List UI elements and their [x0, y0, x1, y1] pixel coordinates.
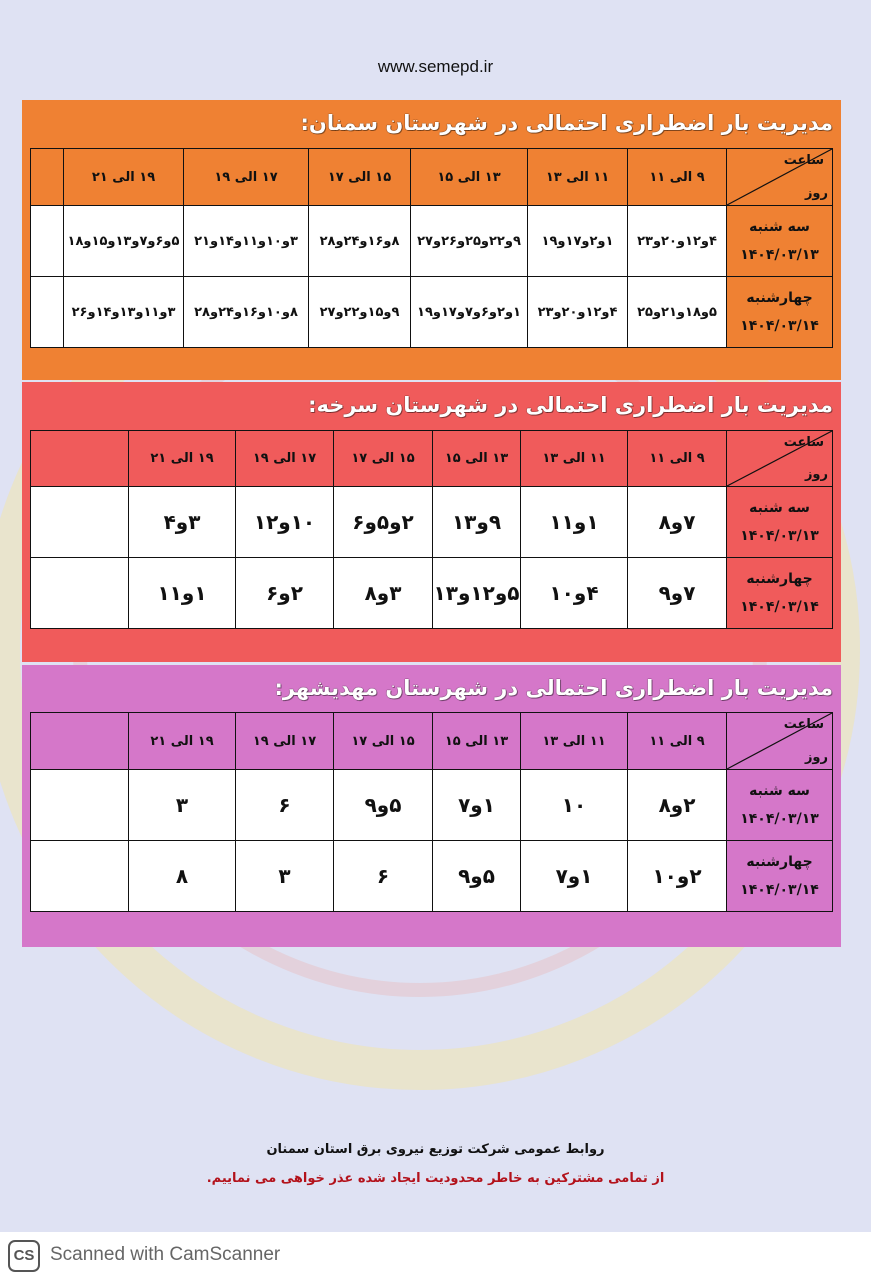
camscanner-label: Scanned with CamScanner: [50, 1244, 281, 1265]
day-cell: [727, 206, 833, 277]
time-slot-header: ۱۳ الی ۱۵: [433, 713, 521, 770]
empty-cell: [31, 841, 129, 912]
time-slot-header: ۱۱ الی ۱۳: [528, 149, 628, 206]
empty-header-cell: [31, 149, 64, 206]
time-slot-header: ۱۹ الی ۲۱: [129, 431, 236, 487]
time-slot-header: ۱۷ الی ۱۹: [236, 431, 334, 487]
semnan-section: [22, 100, 841, 380]
footer-organization: روابط عمومی شرکت توزیع نیروی برق استان سمنان: [266, 1142, 605, 1157]
empty-header-cell: [31, 431, 129, 487]
day-cell: [727, 277, 833, 348]
day-cell: [727, 841, 833, 912]
feeder-list-cell: ۲و۱۰: [628, 841, 727, 912]
camscanner-logo-icon: CS: [8, 1240, 40, 1272]
mahdishahr-title: مدیریت بار اضطراری احتمالی در شهرستان مهدیشهر:: [274, 676, 833, 700]
time-slot-header: ۱۳ الی ۱۵: [433, 431, 521, 487]
hour-label: ساعت: [783, 717, 824, 732]
feeder-list-cell: ۴و۱۲و۲۰و۲۳: [528, 277, 628, 348]
time-slot-header: ۱۷ الی ۱۹: [184, 149, 309, 206]
corner-header-cell: [727, 431, 833, 487]
feeder-list-cell: ۳و۱۱و۱۳و۱۴و۲۶: [64, 277, 184, 348]
empty-cell: [31, 770, 129, 841]
feeder-list-cell: ۱و۱۱: [521, 487, 628, 558]
feeder-list-cell: ۱و۲و۱۷و۱۹: [528, 206, 628, 277]
day-name: چهارشنبه: [746, 290, 813, 306]
empty-cell: [31, 558, 129, 629]
feeder-list-cell: ۱۰: [521, 770, 628, 841]
mahdishahr-section: [22, 665, 841, 947]
feeder-list-cell: ۱و۱۱: [129, 558, 236, 629]
feeder-list-cell: ۹و۱۵و۲۲و۲۷: [309, 277, 411, 348]
feeder-list-cell: ۳و۴: [129, 487, 236, 558]
sorkheh-section: [22, 382, 841, 662]
time-slot-header: ۱۵ الی ۱۷: [334, 431, 433, 487]
day-name: سه شنبه: [749, 219, 810, 235]
feeder-list-cell: ۵و۶و۷و۱۳و۱۵و۱۸: [64, 206, 184, 277]
time-slot-header: ۱۱ الی ۱۳: [521, 431, 628, 487]
semnan-title: مدیریت بار اضطراری احتمالی در شهرستان سمنان:: [300, 111, 833, 135]
feeder-list-cell: ۸: [129, 841, 236, 912]
time-slot-header: ۹ الی ۱۱: [628, 431, 727, 487]
time-slot-header: ۱۹ الی ۲۱: [64, 149, 184, 206]
feeder-list-cell: ۴و۱۲و۲۰و۲۳: [628, 206, 727, 277]
feeder-list-cell: ۸و۱۶و۲۴و۲۸: [309, 206, 411, 277]
day-date: ۱۴۰۴/۰۳/۱۳: [740, 811, 819, 827]
empty-header-cell: [31, 713, 129, 770]
feeder-list-cell: ۲و۵و۶: [334, 487, 433, 558]
time-slot-header: ۱۹ الی ۲۱: [129, 713, 236, 770]
feeder-list-cell: ۳: [236, 841, 334, 912]
feeder-list-cell: ۱و۷: [521, 841, 628, 912]
day-date: ۱۴۰۴/۰۳/۱۴: [740, 318, 819, 334]
feeder-list-cell: ۳: [129, 770, 236, 841]
semnan-schedule-table: [30, 148, 833, 348]
feeder-list-cell: ۸و۱۰و۱۶و۲۴و۲۸: [184, 277, 309, 348]
feeder-list-cell: ۶: [236, 770, 334, 841]
sorkheh-schedule-table: [30, 430, 833, 629]
header-row: [31, 431, 833, 487]
feeder-list-cell: ۵و۹: [433, 841, 521, 912]
footer-apology: از تمامی مشترکین به خاطر محدودیت ایجاد شده عذر خواهی می نماییم.: [206, 1171, 665, 1186]
feeder-list-cell: ۵و۱۲و۱۳: [433, 558, 521, 629]
time-slot-header: ۱۵ الی ۱۷: [309, 149, 411, 206]
feeder-list-cell: ۲و۸: [628, 770, 727, 841]
time-slot-header: ۱۳ الی ۱۵: [411, 149, 528, 206]
day-date: ۱۴۰۴/۰۳/۱۳: [740, 528, 819, 544]
day-date: ۱۴۰۴/۰۳/۱۴: [740, 882, 819, 898]
feeder-list-cell: ۴و۱۰: [521, 558, 628, 629]
table-row: [31, 277, 833, 348]
day-date: ۱۴۰۴/۰۳/۱۳: [740, 247, 819, 263]
feeder-list-cell: ۷و۸: [628, 487, 727, 558]
header-row: [31, 713, 833, 770]
day-name: چهارشنبه: [746, 571, 813, 587]
day-label: روز: [804, 186, 828, 201]
day-name: سه شنبه: [749, 783, 810, 799]
corner-header-cell: [727, 713, 833, 770]
feeder-list-cell: ۳و۸: [334, 558, 433, 629]
feeder-list-cell: ۶: [334, 841, 433, 912]
day-label: روز: [804, 467, 828, 482]
time-slot-header: ۱۱ الی ۱۳: [521, 713, 628, 770]
empty-cell: [31, 206, 64, 277]
day-label: روز: [804, 750, 828, 765]
hour-label: ساعت: [783, 435, 824, 450]
time-slot-header: ۹ الی ۱۱: [628, 713, 727, 770]
time-slot-header: ۱۵ الی ۱۷: [334, 713, 433, 770]
header-row: [31, 149, 833, 206]
empty-cell: [31, 277, 64, 348]
feeder-list-cell: ۷و۹: [628, 558, 727, 629]
feeder-list-cell: ۲و۶: [236, 558, 334, 629]
corner-header-cell: [727, 149, 833, 206]
day-name: سه شنبه: [749, 500, 810, 516]
day-cell: [727, 487, 833, 558]
time-slot-header: ۱۷ الی ۱۹: [236, 713, 334, 770]
empty-cell: [31, 487, 129, 558]
table-row: [31, 841, 833, 912]
feeder-list-cell: ۱۰و۱۲: [236, 487, 334, 558]
mahdishahr-schedule-table: [30, 712, 833, 912]
feeder-list-cell: ۵و۱۸و۲۱و۲۵: [628, 277, 727, 348]
hour-label: ساعت: [783, 153, 824, 168]
day-name: چهارشنبه: [746, 854, 813, 870]
feeder-list-cell: ۹و۲۲و۲۵و۲۶و۲۷: [411, 206, 528, 277]
day-cell: [727, 770, 833, 841]
day-cell: [727, 558, 833, 629]
feeder-list-cell: ۱و۲و۶و۷و۱۷و۱۹: [411, 277, 528, 348]
feeder-list-cell: ۳و۱۰و۱۱و۱۴و۲۱: [184, 206, 309, 277]
website-url[interactable]: www.semepd.ir: [377, 57, 494, 76]
table-row: [31, 206, 833, 277]
table-row: [31, 487, 833, 558]
camscanner-bar: [0, 1232, 871, 1280]
feeder-list-cell: ۱و۷: [433, 770, 521, 841]
day-date: ۱۴۰۴/۰۳/۱۴: [740, 599, 819, 615]
time-slot-header: ۹ الی ۱۱: [628, 149, 727, 206]
table-row: [31, 770, 833, 841]
feeder-list-cell: ۵و۹: [334, 770, 433, 841]
table-row: [31, 558, 833, 629]
sorkheh-title: مدیریت بار اضطراری احتمالی در شهرستان سرخه:: [308, 393, 833, 417]
feeder-list-cell: ۹و۱۳: [433, 487, 521, 558]
